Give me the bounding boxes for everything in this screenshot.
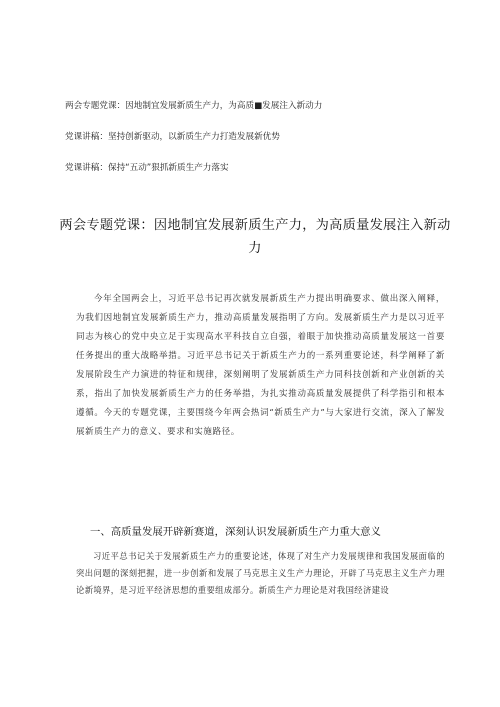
toc-item-3[interactable]: 党课讲稿：保持“五动”狠抓新质生产力落实 — [65, 163, 229, 173]
intro-paragraph: 今年全国两会上，习近平总书记再次就发展新质生产力提出明确要求、做出深入阐释，为我们因地制宜发展新质生产力，推动高质量发展指明了方向。发展新质生产力是以习近平同志为核心的党中央立足于实现高水平科技自立自强，着眼于加快推动高质量发展这一首要任务提出的重大战略举措。习近平总书记关于新质生产力的一系列重要论述，科学阐释了新发展阶段生产力演进的特征和规律，深刻阐明了发展新质生产力同科技创新和产业创新的关系，指出了加快发展新质生产力的任务举措，为扎实推动高质量发展提供了科学指引和根本遵循。今天的专题党课，主要围绕今年两会热词“新质生产力”与大家进行交流，深入了解发展新质生产力的意义、要求和实施路径。 — [76, 294, 445, 437]
toc-item-1[interactable]: 两会专题党课：因地制宜发展新质生产力，为高质■发展注入新动力 — [65, 101, 323, 111]
table-of-contents — [65, 100, 465, 193]
toc-item-2[interactable]: 党课讲稿：坚持创新驱动，以新质生产力打造发展新优势 — [65, 132, 280, 142]
section-heading-1: 一、高质量发展开辟新赛道，深刻认识发展新质生产力重大意义 — [90, 526, 381, 538]
article-title: 两会专题党课：因地制宜发展新质生产力，为高质量发展注入新动力 — [59, 218, 451, 256]
section-1-paragraph: 习近平总书记关于发展新质生产力的重要论述，体现了对生产力发展规律和我国发展面临的突出问题的深刻把握，进一步创新和发展了马克思主义生产力理论，开辟了马克思主义生产力理论新境界，是习近平经济思想的重要组成部分。新质生产力理论是对我国经济建设 — [76, 551, 445, 595]
